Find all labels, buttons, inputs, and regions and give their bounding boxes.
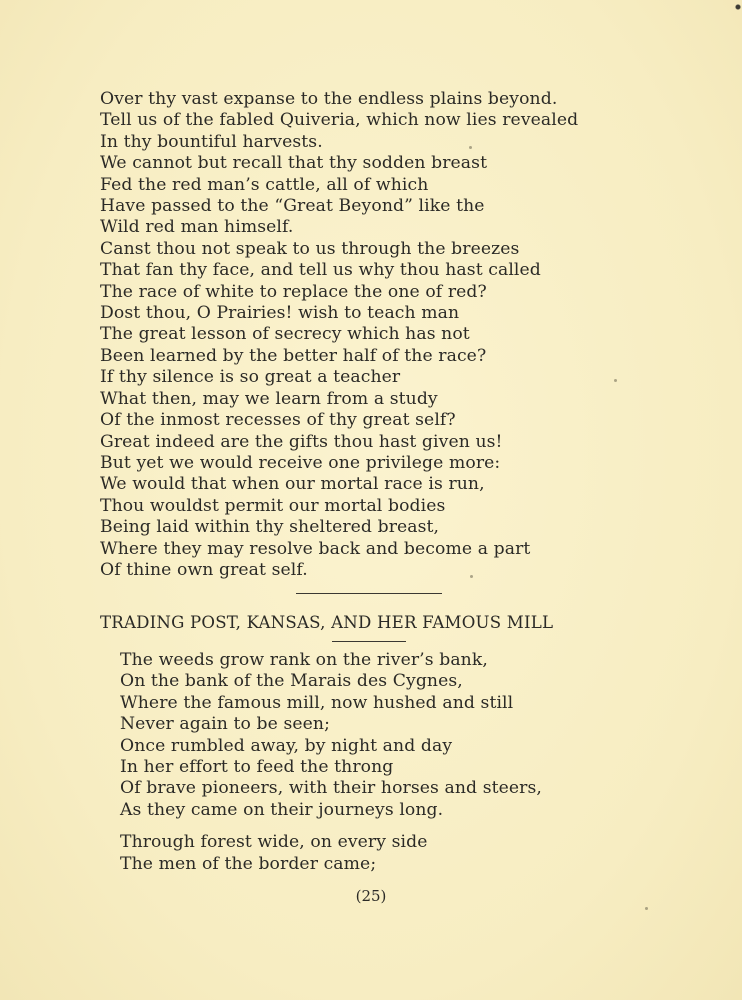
prose-line: In thy bountiful harvests. — [100, 131, 323, 152]
prose-poem-continuation — [100, 89, 720, 581]
section-divider — [296, 593, 442, 594]
prose-line: Over thy vast expanse to the endless plains beyond. — [100, 89, 558, 109]
prose-line: Fed the red man’s cattle, all of which — [100, 174, 429, 195]
prose-line: We would that when our mortal race is run, — [100, 474, 485, 495]
prose-line: Dost thou, O Prairies! wish to teach man — [100, 303, 460, 324]
title-underline — [332, 641, 406, 642]
prose-line: Been learned by the better half of the race? — [100, 345, 487, 366]
prose-line: Where they may resolve back and become a part — [100, 538, 531, 559]
prose-line: Tell us of the fabled Quiveria, which now lies revealed — [100, 110, 579, 131]
poem-line: Once rumbled away, by night and day — [120, 735, 453, 756]
stanza-break — [120, 821, 720, 832]
poem-line: Never again to be seen; — [120, 714, 330, 735]
prose-line: If thy silence is so great a teacher — [100, 367, 401, 388]
prose-line: Wild red man himself. — [100, 217, 294, 238]
prose-line: We cannot but recall that thy sodden breast — [100, 153, 488, 174]
prose-line: That fan thy face, and tell us why thou hast called — [100, 260, 541, 281]
prose-line: But yet we would receive one privilege more: — [100, 452, 501, 473]
paper-speck — [469, 146, 472, 149]
poem-body — [120, 650, 720, 875]
prose-line: What then, may we learn from a study — [100, 388, 438, 409]
prose-line: The great lesson of secrecy which has not — [100, 324, 470, 345]
prose-line: Being laid within thy sheltered breast, — [100, 517, 440, 538]
poem-line: As they came on their journeys long. — [120, 799, 444, 820]
poem-line: The men of the border came; — [120, 853, 377, 874]
poem-line: Where the famous mill, now hushed and still — [120, 692, 514, 713]
prose-line: The race of white to replace the one of red? — [100, 281, 487, 302]
prose-line: Of thine own great self. — [100, 559, 308, 580]
prose-line: Thou wouldst permit our mortal bodies — [100, 495, 446, 516]
paper-speck — [470, 575, 473, 578]
section-title: TRADING POST, KANSAS, AND HER FAMOUS MILL — [100, 613, 554, 632]
page-number: (25) — [355, 887, 387, 905]
poem-line: In her effort to feed the throng — [120, 757, 394, 778]
poem-line: The weeds grow rank on the river’s bank, — [120, 650, 488, 670]
paper-speck — [645, 907, 648, 910]
poem-line: Of brave pioneers, with their horses and steers, — [120, 778, 542, 799]
paper-speck — [614, 379, 617, 382]
prose-line: Of the inmost recesses of thy great self? — [100, 410, 456, 431]
poem-line: Through forest wide, on every side — [120, 832, 428, 853]
prose-line: Great indeed are the gifts thou hast given us! — [100, 431, 503, 452]
prose-line: Canst thou not speak to us through the breezes — [100, 238, 520, 259]
poem-line: On the bank of the Marais des Cygnes, — [120, 671, 463, 692]
corner-ink-mark — [730, 0, 742, 14]
prose-line: Have passed to the “Great Beyond” like the — [100, 196, 485, 217]
